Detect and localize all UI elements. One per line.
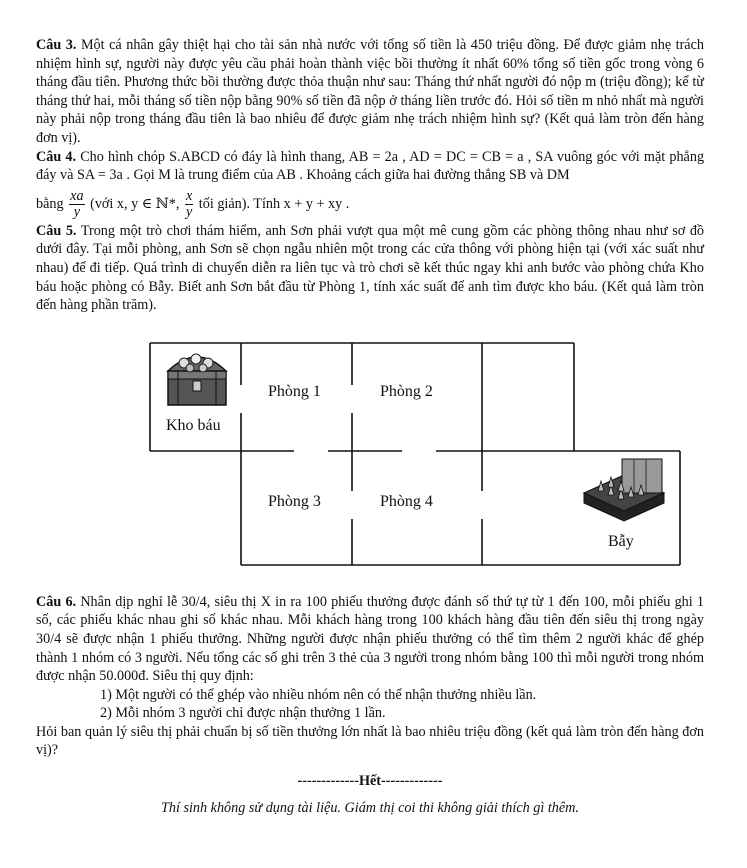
question-4-suffix: tối giản). Tính x + y + xy . <box>198 195 350 212</box>
question-5-label: Câu 5. <box>36 222 77 239</box>
footer-note: Thí sinh không sử dụng tài liệu. Giám thị coi thi không giải thích gì thêm. <box>161 799 579 816</box>
question-3 <box>36 36 704 148</box>
question-6-rule-2: 2) Mỗi nhóm 3 người chỉ được nhận thưởng 1 lần. <box>100 705 386 722</box>
question-4-line3 <box>36 189 704 220</box>
room-1-label: Phòng 1 <box>268 382 321 400</box>
room-4-label: Phòng 4 <box>380 492 433 510</box>
treasure-room-label: Kho báu <box>166 416 221 434</box>
treasure-chest-icon <box>168 354 226 405</box>
question-4-mid: (với x, y ∈ ℕ*, <box>90 195 180 212</box>
ratio-fraction <box>185 189 193 220</box>
trap-room-label: Bẫy <box>608 532 634 550</box>
question-6-rule-1: 1) Một người có thể ghép vào nhiều nhóm nên có thể nhận thưởng nhiều lần. <box>100 686 537 703</box>
maze-svg <box>36 333 704 583</box>
question-4-line2: mặt phẳng đáy và SA = 3a . Gọi M là trung điểm của AB . Khoảng cách giữa hai đường thẳng SB và DM <box>36 148 705 184</box>
distance-fraction <box>69 189 84 220</box>
question-6 <box>36 593 704 760</box>
fraction-denominator: y <box>73 203 80 220</box>
question-3-text: Một cá nhân gây thiệt hại cho tài sản nhà nước với tổng số tiền là 450 triệu đồng. Để được giảm nhẹ trách nhiệm hình sự, người này được yêu cầu phải hoàn thành việc bồi thường ít nhất 60% tổng số tiền gốc trong vòng 6 tháng đầu tiên. Phương thức bồi thường được thỏa thuận như sau: Tháng thứ nhất người đó nộp m (triệu đồng); kể từ tháng thứ hai, mỗi tháng số tiền nộp bằng 90% số tiền đã nộp ở tháng liền trước đó. Hỏi số tiền m nhỏ nhất mà người này phải nộp trong tháng đầu tiên là bao nhiêu để được giảm nhẹ trách nhiệm hình sự? (Kết quả làm tròn đến hàng đơn vị). <box>36 37 704 146</box>
ratio-numerator: x <box>185 187 193 204</box>
question-4-label: Câu 4. <box>36 148 77 165</box>
room-3-label: Phòng 3 <box>268 492 321 510</box>
question-6-text: Nhân dịp nghỉ lễ 30/4, siêu thị X in ra 100 phiếu thưởng được đánh số thứ tự từ 1 đến 100, mỗi phiếu ghi 1 số, các phiếu khác nhau ghi số khác nhau. Mỗi khách hàng trong 100 khách hàng đầu tiên đến siêu thị trong ngày 30/4 sẽ được nhận 1 phiếu thưởng. Những người được nhận phiếu thưởng có thể tìm thêm 2 người khác để ghép thành 1 nhóm có 3 người. Nếu tổng các số ghi trên 3 thẻ của 3 người trong nhóm bằng 100 thì mỗi người trong nhóm được nhận 50.000đ. Siêu thị quy định: <box>36 593 705 685</box>
question-4 <box>36 148 704 220</box>
ratio-denominator: y <box>185 203 193 220</box>
spike-trap-icon <box>584 459 664 521</box>
question-6-question: Hỏi ban quản lý siêu thị phải chuẩn bị số tiền thưởng lớn nhất là bao nhiêu triệu đồng (kết quả làm tròn đến hàng đơn vị)? <box>36 723 704 759</box>
question-6-label: Câu 6. <box>36 593 77 610</box>
question-4-prefix: bằng <box>36 195 64 212</box>
question-3-label: Câu 3. <box>36 37 77 53</box>
maze-diagram <box>36 333 704 583</box>
question-5 <box>36 222 704 315</box>
exam-page <box>36 36 704 817</box>
room-2-label: Phòng 2 <box>380 382 433 400</box>
end-mark: -------------Hết------------- <box>297 773 443 790</box>
fraction-numerator: xa <box>70 187 84 204</box>
question-5-text: Trong một trò chơi thám hiểm, anh Sơn phải vượt qua một mê cung gồm các phòng thông nhau như sơ đồ dưới đây. Tại mỗi phòng, anh Sơn sẽ chọn ngẫu nhiên một trong các cửa thông với phòng hiện tại (với xác suất như nhau) để đi tiếp. Quá trình di chuyển diễn ra liên tục và trò chơi sẽ kết thúc ngay khi anh bước vào phòng chứa Kho báu hoặc phòng có Bẫy. Biết anh Sơn bắt đầu từ Phòng 1, tính xác suất để anh tìm được kho báu. (Kết quả làm tròn đến hàng phần trăm). <box>36 222 705 314</box>
question-4-line1: Cho hình chóp S.ABCD có đáy là hình thang, AB = 2a , AD = DC = CB = a , SA vuông góc với <box>80 148 640 165</box>
